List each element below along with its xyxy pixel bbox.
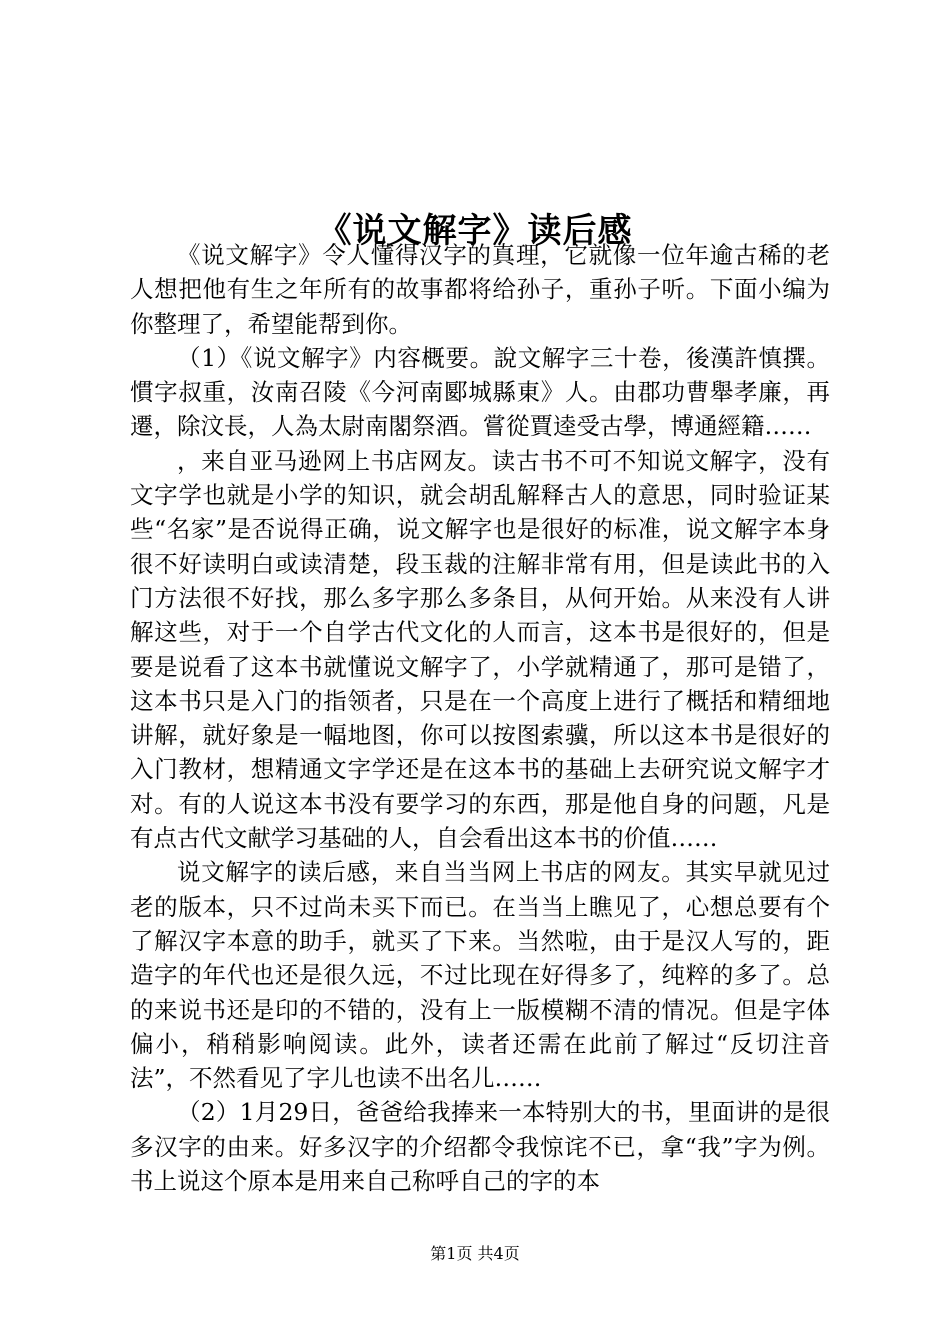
paragraph-2: （2）1月29日，爸爸给我捧来一本特别大的书，里面讲的是很多汉字的由来。好多汉字的介绍都令我惊诧不已，拿“我”字为例。书上说这个原本是用来自己称呼自己的字的本 (130, 1098, 830, 1196)
paragraph-1: （1）《说文解字》内容概要。說文解字三十卷，後漢許慎撰。慣字叔重，汝南召陵《今河南郾城縣東》人。由郡功曹舉孝廉，再遷，除汶長，人為太尉南閣祭酒。嘗從賈逵受古學，博通經籍…… (130, 343, 830, 441)
paragraph-dangdang-review: 说文解字的读后感，来自当当网上书店的网友。其实早就见过老的版本，只不过尚未买下而已。在当当上瞧见了，心想总要有个了解汉字本意的助手，就买了下来。当然啦，由于是汉人写的，距造字的年代也还是很久远，不过比现在好得多了，纯粹的多了。总的来说书还是印的不错的，没有上一版模糊不清的情况。但是字体偏小，稍稍影响阅读。此外，读者还需在此前了解过“反切注音法”，不然看见了字儿也读不出名儿…… (130, 858, 830, 1093)
document-title: 《说文解字》读后感 (317, 210, 633, 251)
page-number: 第1页 共4页 (430, 1244, 520, 1263)
paragraph-intro: 《说文解字》令人懂得汉字的真理，它就像一位年逾古稀的老人想把他有生之年所有的故事都将给孙子，重孙子听。下面小编为你整理了，希望能帮到你。 (130, 241, 830, 338)
document-body (130, 238, 830, 1198)
paragraph-amazon-review: ，来自亚马逊网上书店网友。读古书不可不知说文解字，没有文字学也就是小学的知识，就会胡乱解释古人的意思，同时验证某些“名家”是否说得正确，说文解字也是很好的标准，说文解字本身很不好读明白或读清楚，段玉裁的注解非常有用，但是读此书的入门方法很不好找，那么多字那么多条目，从何开始。从来没有人讲解这些，对于一个自学古代文化的人而言，这本书是很好的，但是要是说看了这本书就懂说文解字了，小学就精通了，那可是错了，这本书只是入门的指领者，只是在一个高度上进行了概括和精细地讲解，就好象是一幅地图，你可以按图索骥，所以这本书是很好的入门教材，想精通文字学还是在这本书的基础上去研究说文解字才对。有的人说这本书没有要学习的东西，那是他自身的问题，凡是有点古代文献学习基础的人，自会看出这本书的价值…… (130, 446, 830, 853)
